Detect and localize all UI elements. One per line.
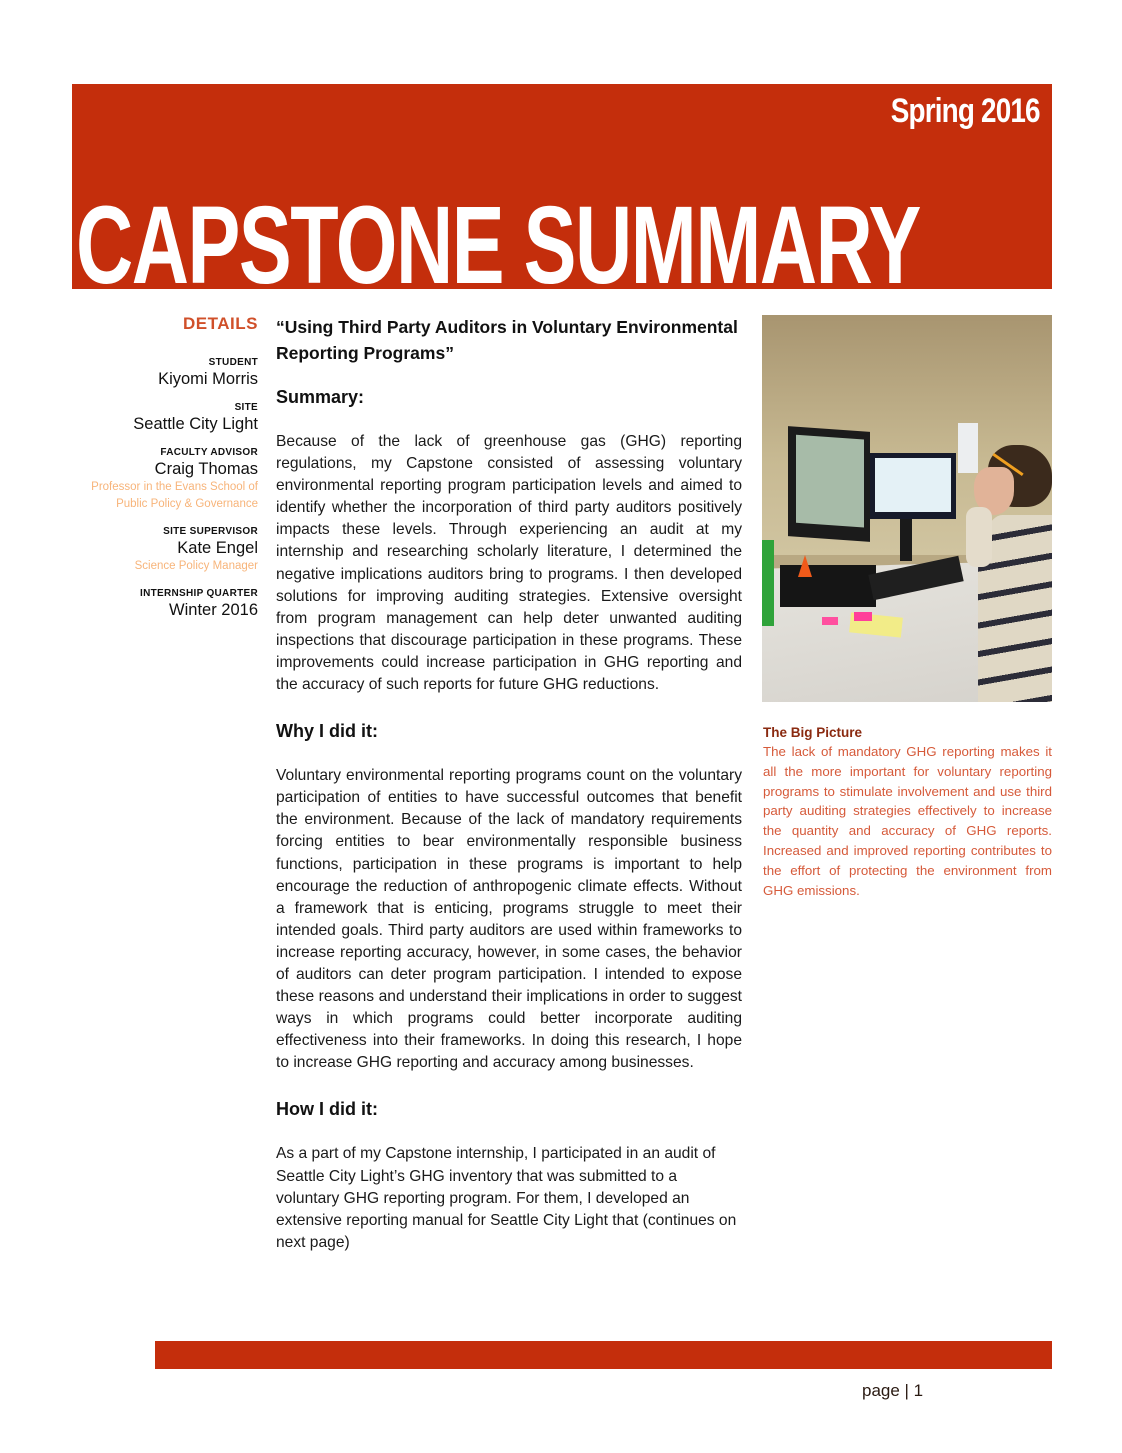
photo-monitor-left [788,426,870,542]
section-body-summary: Because of the lack of greenhouse gas (GHG) reporting regulations, my Capstone consisted of assessing voluntary environmental reporting program participation levels and aimed to identify whether the incorporation of third party auditors positively impacts these levels. Through experiencing an audit at my internship and researching scholarly literature, I determined the negative implications auditors bring to programs. I then developed solutions for improving auditing strategies. Extensive oversight from program management can help deter unwanted auditing inspections that discourage participation in these programs. These improvements could increase participation in GHG reporting and the accuracy of such reports for future GHG reductions. [276,433,742,694]
main-content [276,314,742,1278]
page-title: CAPSTONE SUMMARY [76,184,920,289]
photo-sticky-note [854,612,872,621]
detail-subtitle: Professor in the Evans School of Public Policy & Governance [91,481,258,510]
photo-monitor-stand [900,519,912,561]
detail-label: SITE [234,402,258,413]
caption-title: The Big Picture [763,725,863,740]
detail-site-supervisor [60,525,258,575]
page-number: page | 1 [862,1381,924,1400]
detail-value: Seattle City Light [133,415,258,433]
photo-bottle [762,540,774,626]
caption-text: The lack of mandatory GHG reporting makes it all the more important for voluntary reporting programs to stimulate involvement and use third party auditing strategies effectively to increase the quantity and accuracy of GHG reports. Increased and improved reporting contributes to the effort of protecting the environment from GHG emissions. [763,744,1052,898]
section-body-how: As a part of my Capstone internship, I participated in an audit of Seattle City Light’s GHG inventory that was submitted to a voluntary GHG reporting program. For them, I developed an extensive reporting manual for Seattle City Light that (continues on next page) [276,1145,737,1251]
detail-student [60,356,258,389]
details-heading: DETAILS [183,314,258,333]
footer-bar [155,1341,1052,1369]
photo-sticky-note [822,617,838,625]
header-banner [72,84,1052,289]
photo-monitor-right [870,453,956,519]
photo-computer [780,565,876,607]
capstone-title: “Using Third Party Auditors in Voluntary Environmental Reporting Programs” [276,317,738,363]
detail-label: FACULTY ADVISOR [160,447,258,458]
detail-label: SITE SUPERVISOR [163,526,258,537]
student-photo [762,315,1052,702]
section-heading-how: How I did it: [276,1099,378,1120]
photo-cone [798,555,812,577]
detail-value: Kiyomi Morris [158,370,258,388]
detail-faculty-advisor [60,446,258,513]
details-sidebar [60,314,258,632]
detail-value: Craig Thomas [154,460,258,478]
season-label: Spring 2016 [890,92,1040,130]
detail-value: Winter 2016 [169,601,258,619]
detail-internship-quarter [60,587,258,620]
detail-subtitle: Science Policy Manager [134,560,258,572]
section-heading-why: Why I did it: [276,721,378,742]
detail-label: INTERNSHIP QUARTER [139,588,258,599]
section-heading-summary: Summary: [276,387,365,407]
detail-value: Kate Engel [177,539,258,557]
detail-label: STUDENT [208,357,258,368]
photo-caption [763,724,1052,900]
photo-person [968,445,1052,702]
detail-site [60,401,258,434]
section-body-why: Voluntary environmental reporting programs count on the voluntary participation of entities to have successful outcomes that benefit the environment. Because of the lack of mandatory requirements forcing entities to bear environmentally responsible business functions, participation in these programs is important to help encourage the reduction of anthropogenic climate effects. Without a framework that is enticing, programs struggle to meet their intended goals. Third party auditors are used within frameworks to increase reporting accuracy, however, in some cases, the behavior of auditors can deter program participation. I intended to expose these reasons and understand their implications in order to suggest ways in which programs could better incorporate auditing effectiveness into their frameworks. In doing this research, I hope to increase GHG reporting and accuracy among businesses. [276,767,742,1072]
